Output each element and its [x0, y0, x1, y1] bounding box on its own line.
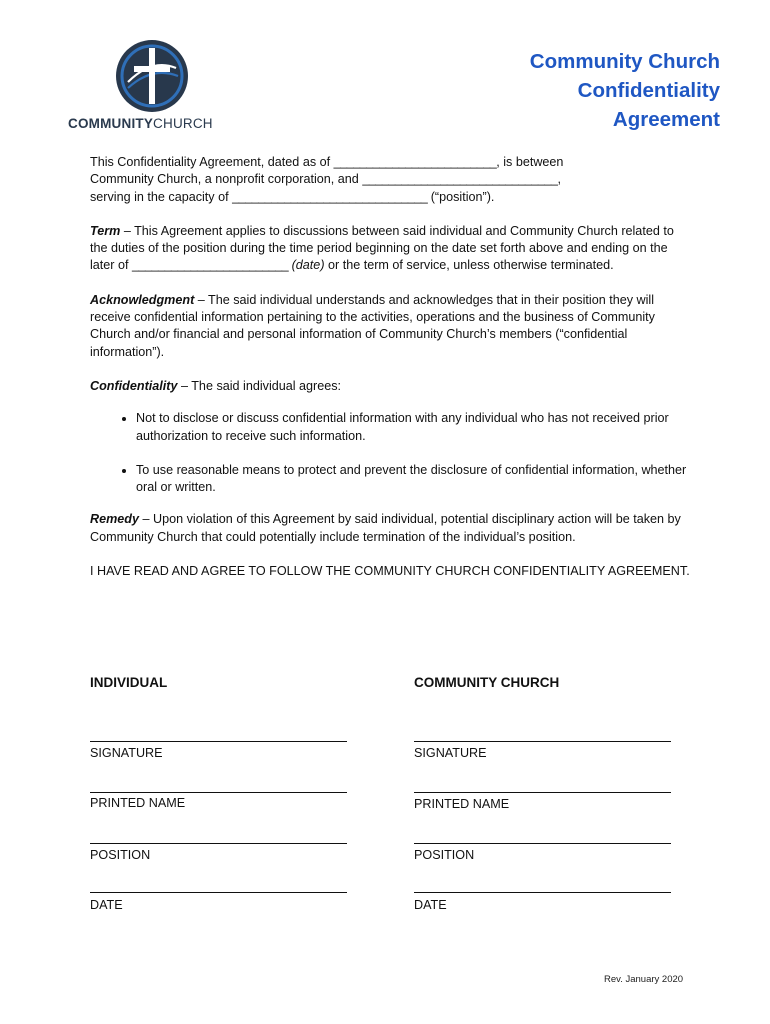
- term-lead: Term: [90, 223, 121, 238]
- individual-signature-line[interactable]: [90, 741, 347, 742]
- individual-position-line[interactable]: [90, 843, 347, 844]
- printed-name-label: PRINTED NAME: [90, 796, 186, 810]
- title-line-3: Agreement: [612, 108, 720, 131]
- position-blank[interactable]: ______________________________: [232, 189, 428, 204]
- individual-date-line[interactable]: [90, 892, 347, 893]
- remedy-lead: Remedy: [90, 512, 139, 527]
- church-column: [414, 675, 674, 912]
- church-date-line[interactable]: [414, 892, 671, 893]
- printed-name-label: PRINTED NAME: [414, 797, 510, 811]
- document-title: [530, 47, 720, 134]
- revision-note: Rev. January 2020: [604, 974, 684, 985]
- agreement-body: [90, 154, 690, 597]
- confidentiality-list: [90, 410, 690, 496]
- end-date-blank[interactable]: ________________________: [132, 258, 289, 273]
- date-blank[interactable]: _________________________: [333, 155, 497, 169]
- church-heading: COMMUNITY CHURCH: [414, 675, 560, 690]
- date-label: DATE: [90, 898, 123, 912]
- date-label: DATE: [414, 898, 447, 912]
- church-logo: [68, 38, 240, 134]
- acknowledgment-paragraph: Acknowledgment – The said individual understands and acknowledges that in their position they will receive confidential information pertaining to the activities, operations and the business of Community Church and/or financial and personal information of Community Church’s members (“confidential information”).: [90, 292, 655, 359]
- title-line-1: Community Church: [529, 50, 720, 73]
- individual-printed-name-line[interactable]: [90, 792, 347, 793]
- acknowledgment-lead: Acknowledgment: [90, 292, 195, 307]
- list-item: • Not to disclose or discuss confidential information with any individual who has not received prior authorization to receive such information.: [136, 410, 690, 445]
- title-line-2: Confidentiality: [577, 79, 720, 102]
- position-label: POSITION: [414, 848, 475, 862]
- term-paragraph: Term – This Agreement applies to discussions between said individual and Community Church related to the duties of the position during the time period beginning on the date set forth above and ending on the later of ________________________ (date) or the term of service, unless otherwise terminated.: [90, 223, 674, 273]
- signature-label: SIGNATURE: [414, 746, 487, 760]
- individual-name-blank[interactable]: ______________________________: [362, 172, 558, 187]
- logo-wordmark: COMMUNITYCHURCH: [68, 116, 213, 131]
- list-item: • To use reasonable means to protect and prevent the disclosure of confidential information, whether oral or written.: [136, 462, 690, 497]
- church-logo-icon: [114, 38, 190, 114]
- church-signature-line[interactable]: [414, 741, 671, 742]
- agreement-statement: I HAVE READ AND AGREE TO FOLLOW THE COMMUNITY CHURCH CONFIDENTIALITY AGREEMENT.: [90, 564, 690, 579]
- church-position-line[interactable]: [414, 843, 671, 844]
- signature-label: SIGNATURE: [90, 746, 163, 760]
- confidentiality-paragraph: Confidentiality – The said individual agrees:: [90, 378, 342, 393]
- church-printed-name-line[interactable]: [414, 792, 671, 793]
- intro-paragraph: This Confidentiality Agreement, dated as of _________________________, is between Community Church, a nonprofit corporation, and ______________________________, serving in the capacity of ______________________________ (“position”).: [90, 155, 564, 204]
- position-label: POSITION: [90, 848, 151, 862]
- remedy-paragraph: Remedy – Upon violation of this Agreement by said individual, potential disciplinary action will be taken by Community Church that could potentially include termination of the individual’s position.: [90, 512, 681, 544]
- individual-heading: INDIVIDUAL: [90, 675, 168, 690]
- individual-column: [90, 675, 350, 912]
- confidentiality-lead: Confidentiality: [90, 378, 178, 393]
